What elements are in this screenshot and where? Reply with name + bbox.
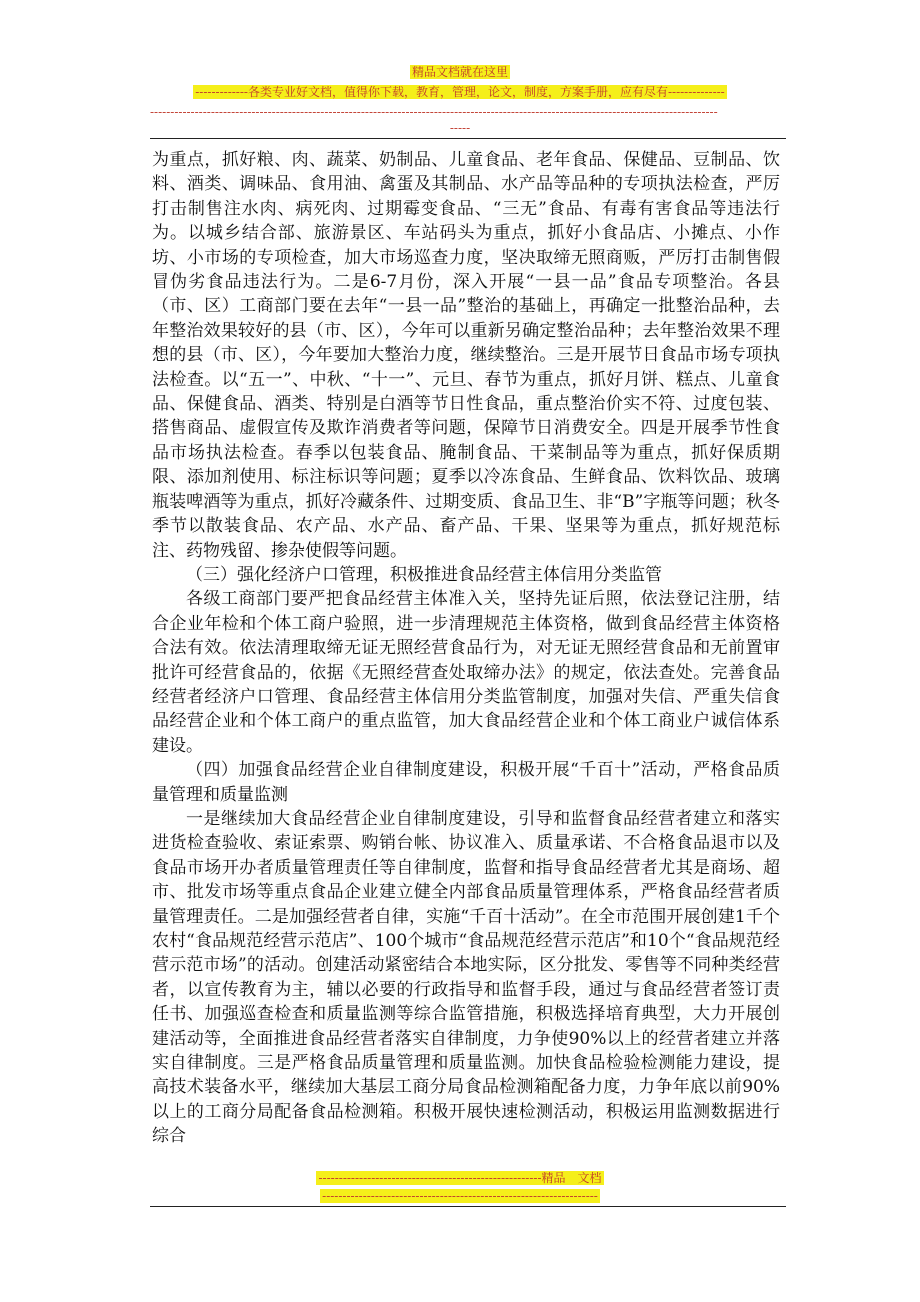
footer-line-2 [0, 1188, 920, 1204]
body-paragraph-1: 为重点，抓好粮、肉、蔬菜、奶制品、儿童食品、老年食品、保健品、豆制品、饮料、酒类、调味品、食用油、禽蛋及其制品、水产品等品种的专项执法检查，严厉打击制售注水肉、病死肉、过期霉变食品、“三无”食品、有毒有害食品等违法行为。以城乡结合部、旅游景区、车站码头为重点，抓好小食品店、小摊点、小作坊、小市场的专项检查，加大市场巡查力度，坚决取缔无照商贩，严厉打击制售假冒伪劣食品违法行为。二是6-7月份，深入开展“一县一品”食品专项整治。各县（市、区）工商部门要在去年“一县一品”整治的基础上，再确定一批整治品种，去年整治效果较好的县（市、区），今年可以重新另确定整治品种；去年整治效果不理想的县（市、区），今年要加大整治力度，继续整治。三是开展节日食品市场专项执法检查。以“五一”、中秋、“十一”、元旦、春节为重点，抓好月饼、糕点、儿童食品、保健食品、酒类、特别是白酒等节日性食品，重点整治价实不符、过度包装、搭售商品、虚假宣传及欺诈消费者等问题，保障节日消费安全。四是开展季节性食品市场执法检查。春季以包装食品、腌制食品、干菜制品等为重点，抓好保质期限、添加剂使用、标注标识等问题；夏季以冷冻食品、生鲜食品、饮料饮品、玻璃瓶装啤酒等为重点，抓好冷藏条件、过期变质、食品卫生、非“B”字瓶等问题；秋冬季节以散装食品、农产品、水产品、畜产品、干果、坚果等为重点，抓好规范标注、药物残留、掺杂使假等问题。 [152, 150, 780, 561]
header-title [0, 64, 920, 80]
header-slogan-text: -------------各类专业好文档，值得你下载，教育，管理，论文，制度，方案手册，应有尽有-------------- [195, 85, 725, 99]
footer-line-1 [0, 1170, 920, 1186]
section-heading-3: （三）强化经济户口管理，积极推进食品经营主体信用分类监管 [186, 564, 662, 585]
document-body [152, 148, 780, 1149]
header-dashes-line-2: ----- [449, 121, 471, 135]
header-dashes-line-1: -------------------------------------------------------------------------------------------------------------------------------------------- [150, 105, 718, 119]
section-heading-4: （四）加强食品经营企业自律制度建设，积极开展“千百十”活动，严格食品质量管理和质量监测 [152, 760, 780, 805]
header-title-text: 精品文档就在这里 [411, 65, 508, 79]
footer-line-2-text: -------------------------------------------------------------------- [322, 1189, 598, 1203]
footer-rule [150, 1206, 786, 1207]
header-slogan [150, 84, 770, 100]
body-paragraph-2: 各级工商部门要严把食品经营主体准入关，坚持先证后照，依法登记注册，结合企业年检和个体工商户验照，进一步清理规范主体资格，做到食品经营主体资格合法有效。依法清理取缔无证无照经营食品行为，对无证无照经营食品和无前置审批许可经营食品的，依据《无照经营查处取缔办法》的规定，依法查处。完善食品经营者经济户口管理、食品经营主体信用分类监管制度，加强对失信、严重失信食品经营企业和个体工商户的重点监管，加大食品经营企业和个体工商业户诚信体系建设。 [152, 589, 780, 756]
body-paragraph-3: 一是继续加大食品经营企业自律制度建设，引导和监督食品经营者建立和落实进货检查验收、索证索票、购销台帐、协议准入、质量承诺、不合格食品退市以及食品市场开办者质量管理责任等自律制度，监督和指导食品经营者尤其是商场、超市、批发市场等重点食品企业建立健全内部食品质量管理体系，严格食品经营者质量管理责任。二是加强经营者自律，实施“千百十活动”。在全市范围开展创建1千个农村“食品规范经营示范店”、100个城市“食品规范经营示范店”和10个“食品规范经营示范市场”的活动。创建活动紧密结合本地实际，区分批发、零售等不同种类经营者，以宣传教育为主，辅以必要的行政指导和监督手段，通过与食品经营者签订责任书、加强巡查检查和质量监测等综合监管措施，积极选择培育典型，大力开展创建活动等，全面推进食品经营者落实自律制度，力争使90%以上的经营者建立并落实自律制度。三是严格食品质量管理和质量监测。加快食品检验检测能力建设，提高技术装备水平，继续加大基层工商分局食品检测箱配备力度，力争年底以前90%以上的工商分局配备食品检测箱。积极开展快速检测活动，积极运用监测数据进行综合 [152, 808, 780, 1147]
header-rule [150, 138, 786, 139]
footer-line-1-text: -------------------------------------------------------精品 文档 [318, 1171, 602, 1185]
